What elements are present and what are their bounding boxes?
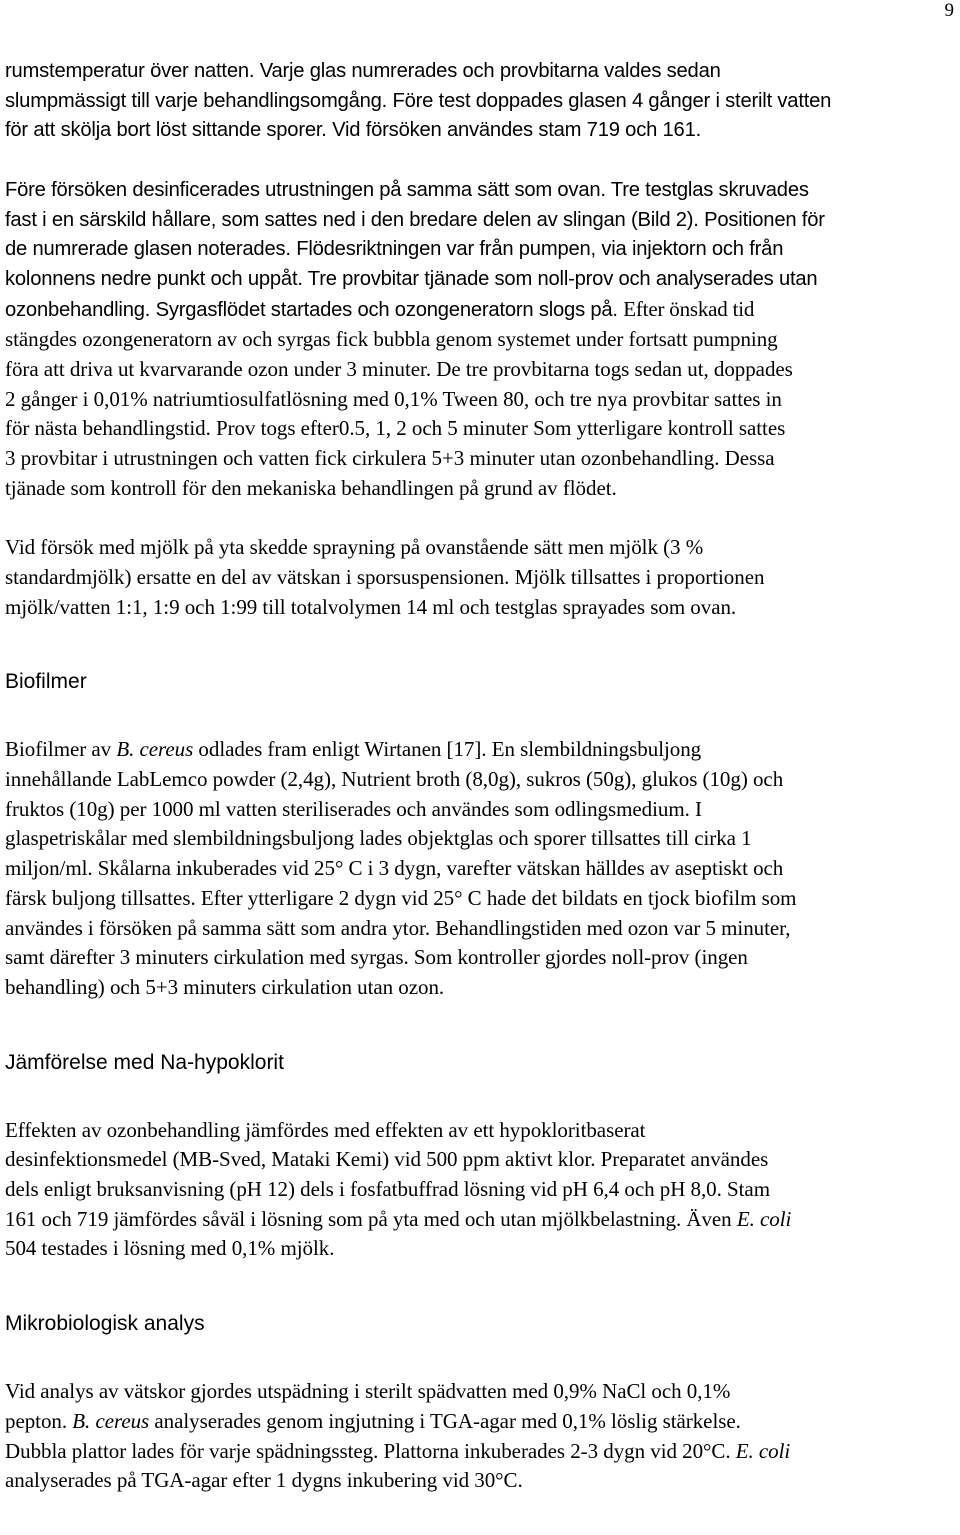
text-run: ozonbehandling. Syrgasflödet startades och ozongeneratorn slogs på. — [5, 298, 618, 321]
text-run: pepton. — [5, 1408, 73, 1433]
text-line: desinfektionsmedel (MB-Sved, Mataki Kemi) vid 500 ppm aktivt klor. Preparatet användes — [5, 1147, 769, 1172]
text-run: odlades fram enligt Wirtanen [17]. En slembildningsbuljong — [193, 737, 702, 762]
text-run: Biofilmer av — [5, 737, 117, 762]
text-line: miljon/ml. Skålarna inkuberades vid 25° C i 3 dygn, varefter vätskan hälldes av aseptiskt och — [5, 856, 784, 881]
text-line: Vid analys av vätskor gjordes utspädning i sterilt spädvatten med 0,9% NaCl och 0,1% — [5, 1379, 731, 1404]
paragraph-1 — [5, 57, 955, 146]
text-line: slumpmässigt till varje behandlingsomgång. Före test doppades glasen 4 gånger i sterilt vatten — [5, 89, 832, 112]
text-line: stängdes ozongeneratorn av och syrgas fick bubbla genom systemet under fortsatt pumpning — [5, 327, 778, 352]
text-line: för att skölja bort löst sittande sporer. Vid försöken användes stam 719 och 161. — [5, 119, 702, 142]
paragraph-2-continued — [5, 325, 955, 503]
text-line: mjölk/vatten 1:1, 1:9 och 1:99 till totalvolymen 14 ml och testglas sprayades som ovan. — [5, 594, 737, 619]
section-heading-jamforelse: Jämförelse med Na-hypoklorit — [5, 1050, 284, 1074]
text-run: Efter önskad tid — [623, 296, 755, 321]
text-line — [5, 735, 955, 765]
text-line: användes i försöken på samma sätt som andra ytor. Behandlingstiden med ozon var 5 minuter, — [5, 915, 791, 940]
section-heading-biofilmer: Biofilmer — [5, 670, 87, 694]
text-line — [5, 355, 955, 385]
paragraph-2 — [5, 176, 955, 326]
text-line: 504 testades i lösning med 0,1% mjölk. — [5, 1236, 335, 1261]
text-line: 2 gånger i 0,01% natriumtiosulfatlösning med 0,1% Tween 80, och tre nya provbitar sattes in — [5, 386, 782, 411]
species-name: E. coli — [736, 1206, 792, 1231]
text-line — [5, 1205, 955, 1235]
paragraph-3 — [5, 533, 955, 622]
text-line: kolonnens nedre punkt och uppåt. Tre provbitar tjänade som noll-prov och analyserades utan — [5, 267, 818, 290]
text-line: standardmjölk) ersatte en del av vätskan i sporsuspensionen. Mjölk tillsattes i proportionen — [5, 564, 765, 589]
text-run: De tre provbitarna togs sedan ut, doppades — [436, 357, 793, 382]
text-line: fast i en särskild hållare, som sattes ned i den bredare delen av slingan (Bild 2). Positionen för — [5, 208, 825, 231]
text-line: Vid försök med mjölk på yta skedde sprayning på ovanstående sätt men mjölk (3 % — [5, 535, 704, 560]
species-name: B. cereus — [72, 1408, 150, 1433]
text-line: Före försöken desinficerades utrustningen på samma sätt som ovan. Tre testglas skruvades — [5, 178, 809, 201]
text-line: dels enligt bruksanvisning (pH 12) dels i fosfatbuffrad lösning vid pH 6,4 och pH 8,0. Stam — [5, 1177, 770, 1202]
text-line: behandling) och 5+3 minuters cirkulation utan ozon. — [5, 974, 445, 999]
text-line: fruktos (10g) per 1000 ml vatten steriliserades och användes som odlingsmedium. I — [5, 796, 702, 821]
text-run: 161 och 719 jämfördes såväl i lösning som på yta med och utan mjölkbelastning. Även — [5, 1206, 737, 1231]
section-heading-mikrobiologisk: Mikrobiologisk analys — [5, 1312, 205, 1336]
text-line: de numrerade glasen noterades. Flödesriktningen var från pumpen, via injektorn och från — [5, 238, 784, 261]
species-name: B. cereus — [116, 737, 194, 762]
text-line — [5, 1407, 955, 1437]
paragraph-biofilmer — [5, 735, 955, 1002]
text-line: innehållande LabLemco powder (2,4g), Nutrient broth (8,0g), sukros (50g), glukos (10g) och — [5, 767, 784, 792]
species-name: E. coli — [735, 1438, 791, 1463]
page-number: 9 — [944, 0, 954, 21]
text-line: 3 provbitar i utrustningen och vatten fick cirkulera 5+3 minuter utan ozonbehandling. Dessa — [5, 446, 775, 471]
text-line: rumstemperatur över natten. Varje glas numrerades och provbitarna valdes sedan — [5, 60, 721, 82]
text-line: färsk buljong tillsattes. Efter ytterligare 2 dygn vid 25° C hade det bildats en tjock biofilm som — [5, 885, 797, 910]
text-line: samt därefter 3 minuters cirkulation med syrgas. Som kontroller gjordes noll-prov (ingen — [5, 945, 748, 970]
text-line: Effekten av ozonbehandling jämfördes med effekten av ett hypokloritbaserat — [5, 1117, 646, 1142]
text-run: föra att driva ut kvarvarande ozon under 3 minuter. — [5, 357, 432, 382]
document-body — [5, 57, 955, 1496]
text-line — [5, 295, 955, 326]
text-run: analyserades genom ingjutning i TGA-agar med 0,1% löslig stärkelse. — [149, 1408, 741, 1433]
text-line: glaspetriskålar med slembildningsbuljong lades objektglas och sporer tillsattes till cirka 1 — [5, 826, 752, 851]
text-line: analyserades på TGA-agar efter 1 dygns inkubering vid 30°C. — [5, 1468, 523, 1493]
text-run: Dubbla plattor lades för varje spädningssteg. Plattorna inkuberades 2-3 dygn vid 20°C. — [5, 1438, 736, 1463]
text-line: tjänade som kontroll för den mekaniska behandlingen på grund av flödet. — [5, 475, 617, 500]
paragraph-jamforelse — [5, 1116, 955, 1265]
text-line — [5, 1437, 955, 1467]
paragraph-mikrobiologisk — [5, 1377, 955, 1496]
text-line: för nästa behandlingstid. Prov togs efter0.5, 1, 2 och 5 minuter Som ytterligare kontroll sattes — [5, 416, 786, 441]
